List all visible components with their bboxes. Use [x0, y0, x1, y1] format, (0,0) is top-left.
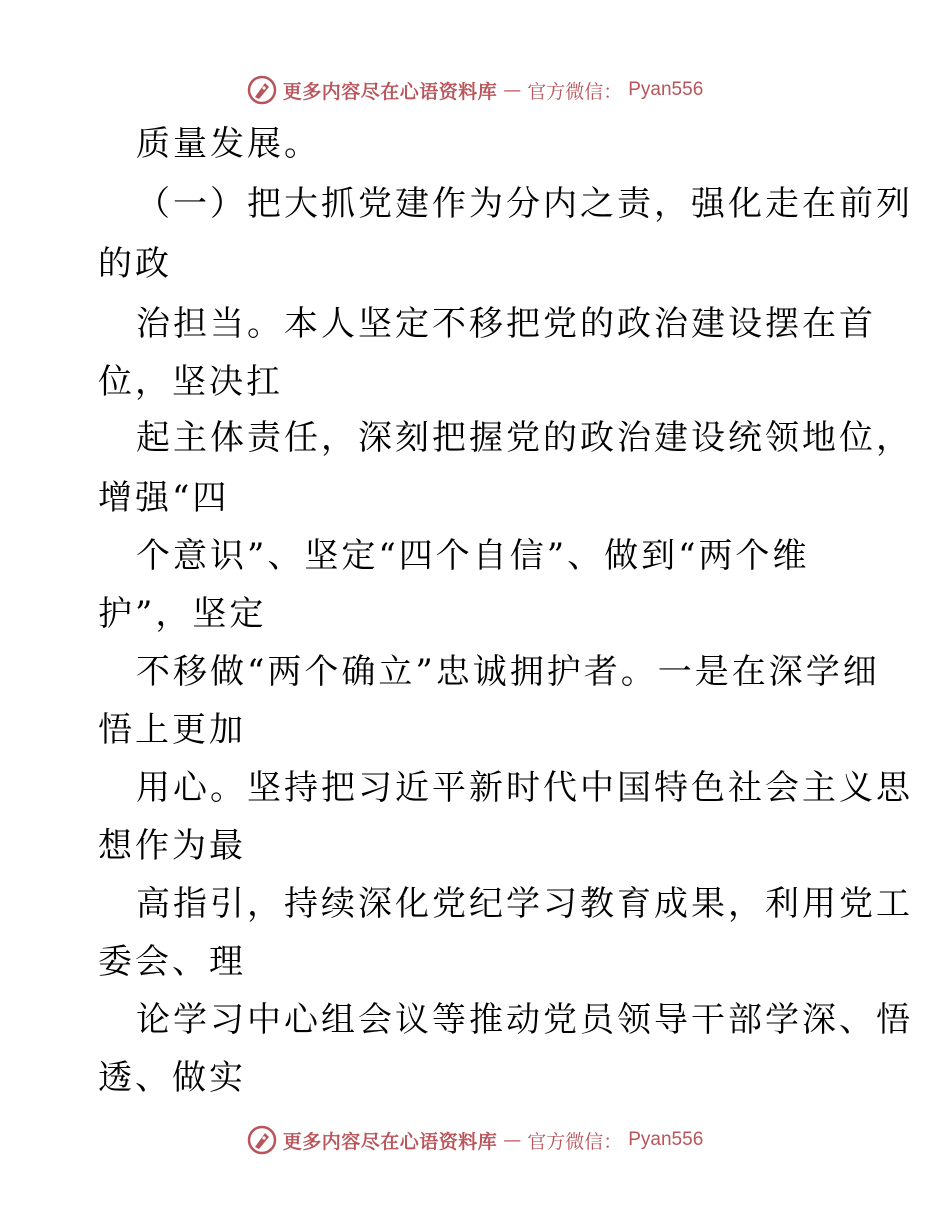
body-line: 位，坚决扛 [98, 362, 283, 402]
body-line: 增强“四 [98, 478, 230, 518]
body-line: 想作为最 [98, 826, 246, 866]
pen-nib-circle-icon [247, 75, 277, 105]
header-wechat-id: Pyan556 [628, 79, 704, 100]
footer-banner [0, 1120, 950, 1160]
footer-wechat-label: 官方微信： [527, 1130, 623, 1153]
body-line: 用心。坚持把习近平新时代中国特色社会主义思 [136, 768, 913, 808]
body-line: 委会、理 [98, 942, 246, 982]
body-line: 透、做实 [98, 1058, 246, 1098]
header-wechat-label: 官方微信： [527, 80, 623, 103]
body-line: 质量发展。 [136, 124, 321, 164]
footer-wechat-id: Pyan556 [628, 1129, 704, 1150]
header-banner [0, 70, 950, 110]
header-site-text: 更多内容尽在心语资料库 [282, 80, 498, 103]
body-line: 治担当。本人坚定不移把党的政治建设摆在首 [136, 304, 876, 344]
body-line: 护”，坚定 [98, 594, 267, 634]
footer-separator: — [503, 1129, 522, 1151]
footer-site-text: 更多内容尽在心语资料库 [282, 1130, 498, 1153]
header-separator: — [503, 79, 522, 101]
body-line: 论学习中心组会议等推动党员领导干部学深、悟 [136, 1000, 913, 1040]
body-line: 悟上更加 [98, 710, 246, 750]
body-line: 个意识”、坚定“四个自信”、做到“两个维 [136, 536, 810, 576]
body-line: 高指引，持续深化党纪学习教育成果，利用党工 [136, 884, 913, 924]
body-line: （一）把大抓党建作为分内之责，强化走在前列 [136, 184, 913, 224]
body-line: 的政 [98, 244, 172, 284]
body-line: 起主体责任，深刻把握党的政治建设统领地位， [136, 418, 913, 458]
body-line: 不移做“两个确立”忠诚拥护者。一是在深学细 [136, 652, 880, 692]
pen-nib-circle-icon [247, 1125, 277, 1155]
